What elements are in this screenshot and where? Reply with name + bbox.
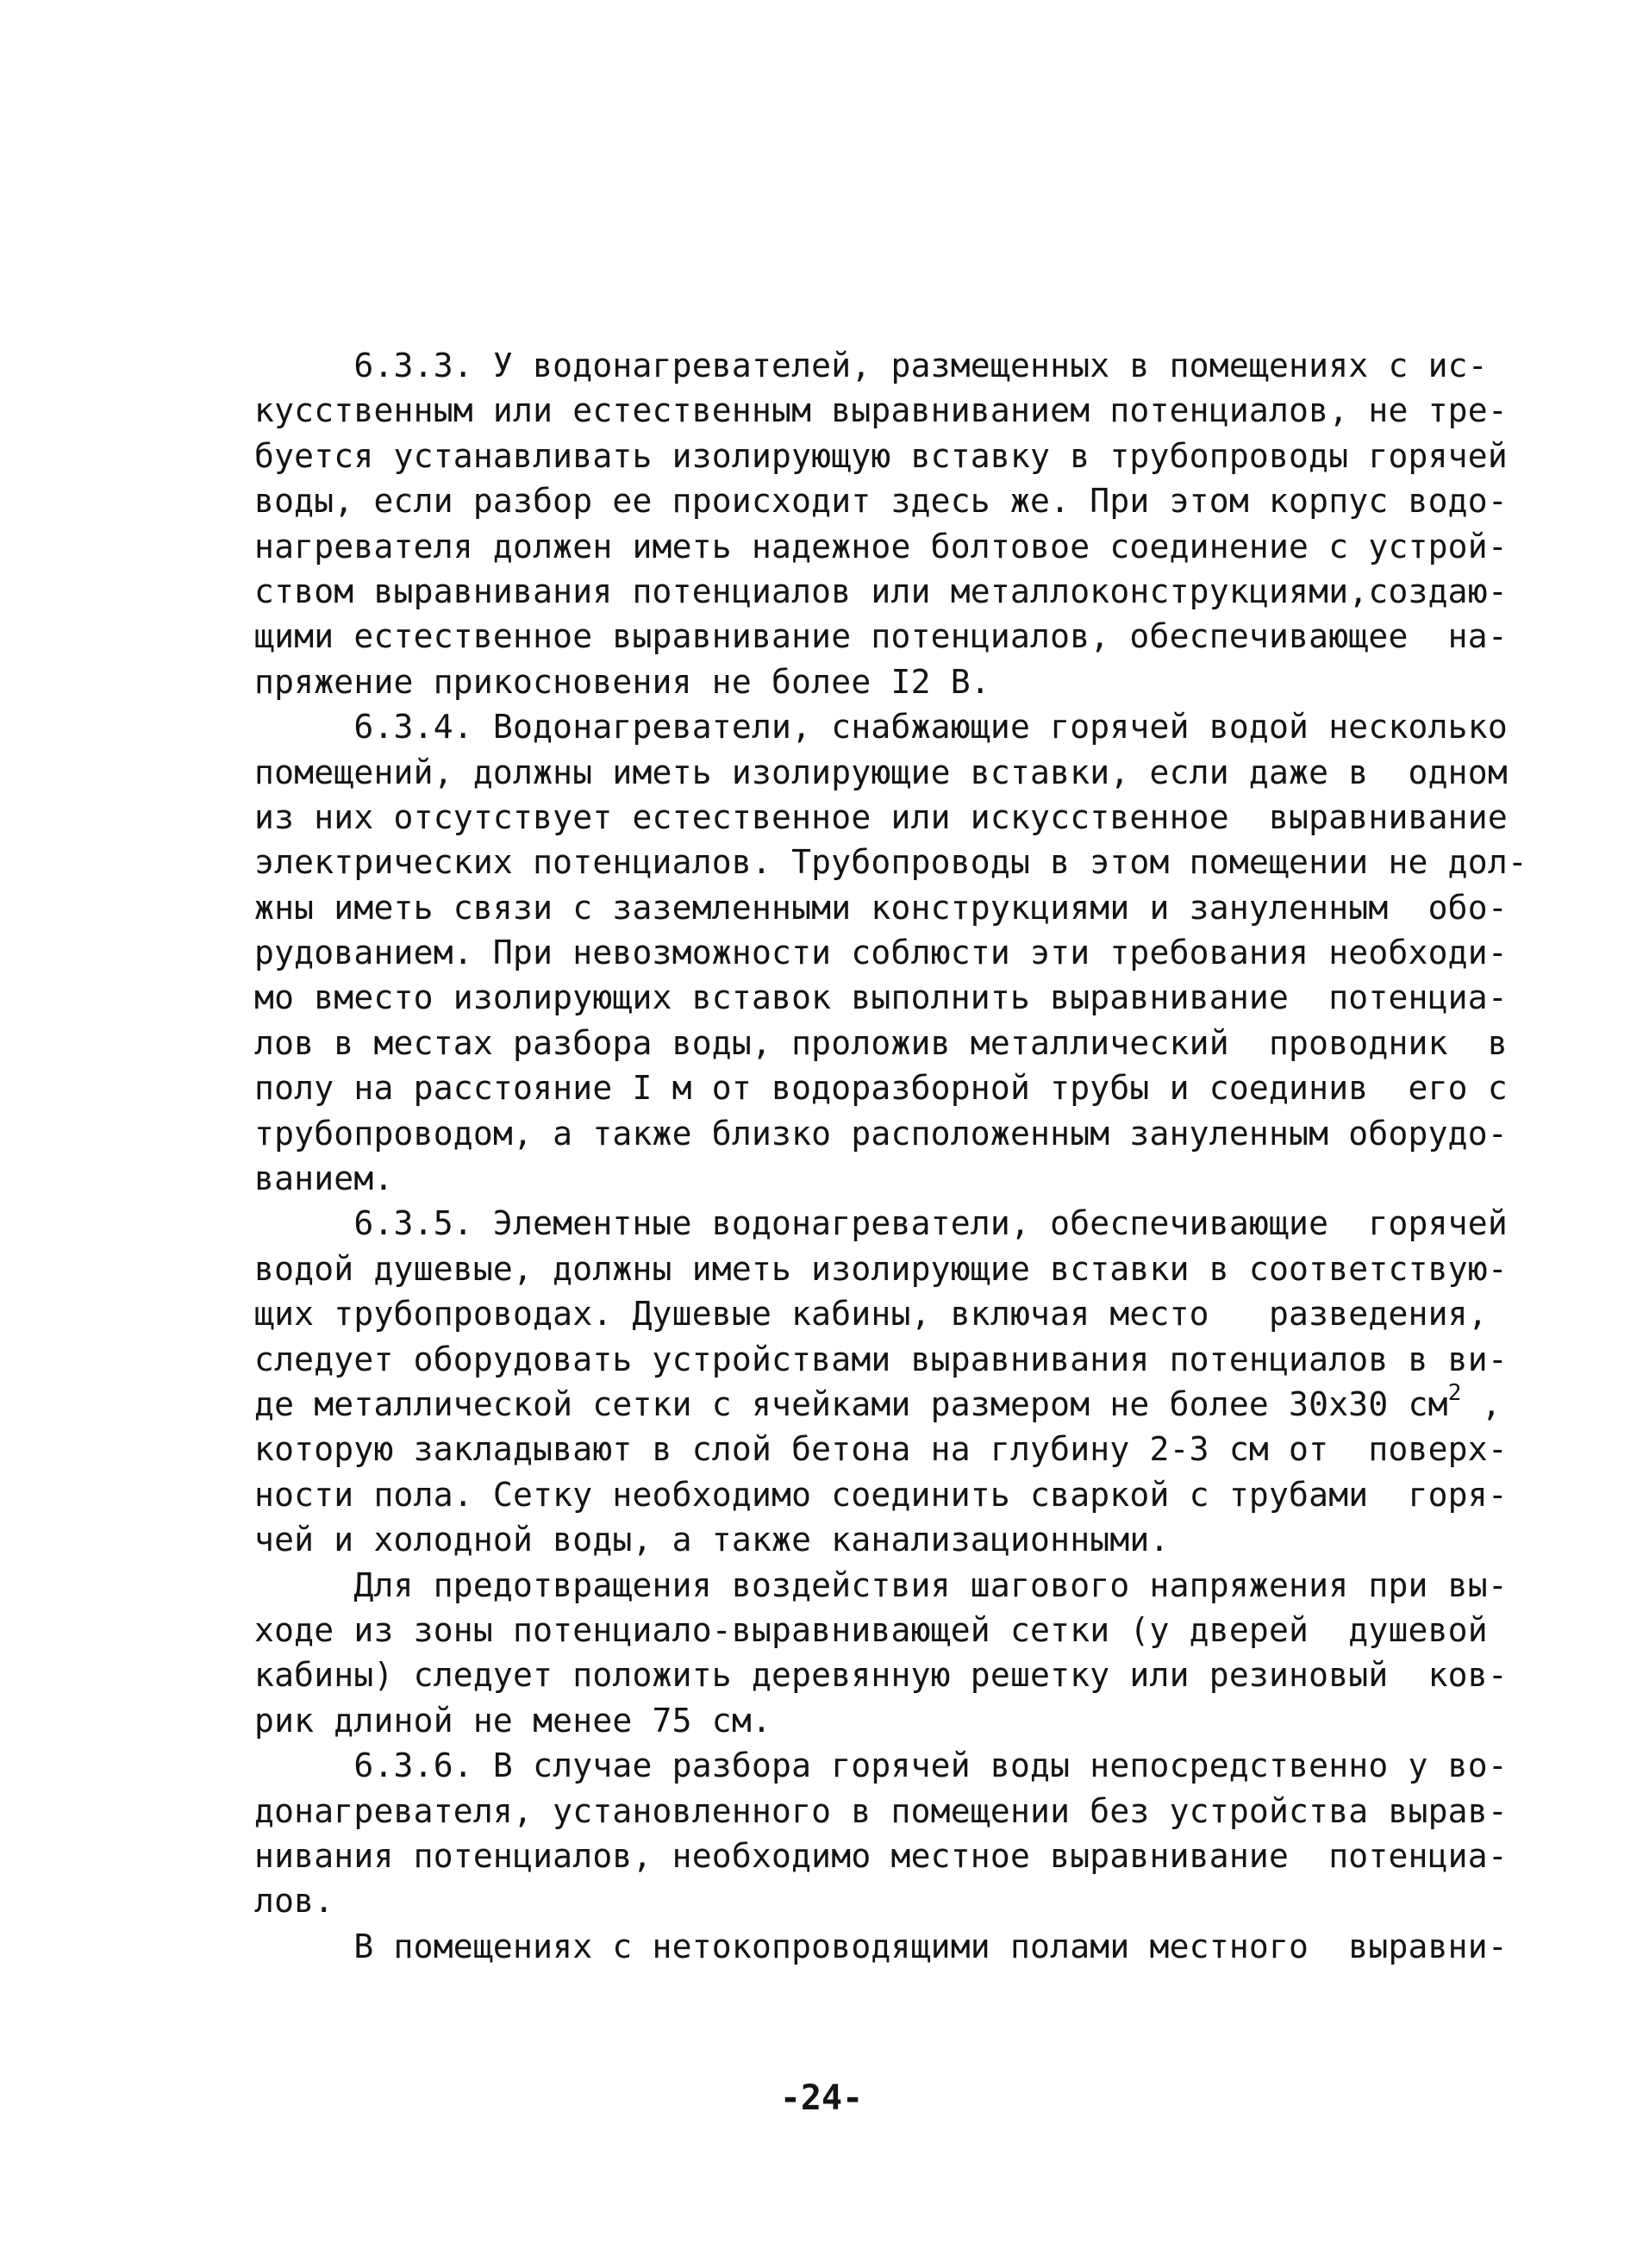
text-line: лов в местах разбора воды, проложив металлический проводник в (254, 1023, 1508, 1062)
text-line: щих трубопроводах. Душевые кабины, включая место разведения, (254, 1295, 1488, 1334)
text-line: следует оборудовать устройствами выравнивания потенциалов в ви- (254, 1340, 1508, 1378)
text-line: электрических потенциалов. Трубопроводы в этом помещении не дол- (254, 843, 1527, 882)
text-line: 6.3.4. Водонагреватели, снабжающие горячей водой несколько (254, 708, 1508, 747)
superscript: 2 (1447, 1379, 1462, 1406)
body-text (254, 343, 1527, 1969)
text-line: жны иметь связи с заземленными конструкциями и зануленным обо- (254, 888, 1508, 927)
text-line: кусственным или естественным выравниванием потенциалов, не тре- (254, 391, 1508, 430)
text-line: водой душевые, должны иметь изолирующие вставки в соответствую- (254, 1249, 1508, 1288)
text-line: 6.3.6. В случае разбора горячей воды непосредственно у во- (254, 1746, 1508, 1785)
text-line: чей и холодной воды, а также канализационными. (254, 1521, 1170, 1559)
text-line: воды, если разбор ее происходит здесь же. При этом корпус водо- (254, 482, 1508, 521)
text-line: ности пола. Сетку необходимо соединить сваркой с трубами горя- (254, 1475, 1508, 1514)
text-line: щими естественное выравнивание потенциалов, обеспечивающее на- (254, 617, 1508, 656)
text-line: 6.3.3. У водонагревателей, размещенных в помещениях с ис- (254, 347, 1488, 384)
page-number: -24- (779, 2078, 864, 2118)
text-line: трубопроводом, а также близко расположенным зануленным оборудо- (254, 1114, 1508, 1153)
text-line: Для предотвращения воздействия шагового напряжения при вы- (254, 1565, 1508, 1604)
text-line-with-superscript (254, 1379, 1502, 1427)
text-line: В помещениях с нетокопроводящими полами местного выравни- (254, 1927, 1508, 1965)
text-line: рудованием. При невозможности соблюсти эти требования необходи- (254, 934, 1508, 972)
text-line: ством выравнивания потенциалов или металлоконструкциями,создаю- (254, 572, 1508, 610)
text-line: лов. (254, 1882, 334, 1921)
text-line: полу на расстояние I м от водоразборной трубы и соединив его с (254, 1069, 1508, 1108)
text-line: донагревателя, установленного в помещении без устройства вырав- (254, 1791, 1508, 1830)
text-line: пряжение прикосновения не более I2 В. (254, 662, 990, 701)
text-line: помещений, должны иметь изолирующие вставки, если даже в одном (254, 753, 1508, 791)
text-line: которую закладывают в слой бетона на глубину 2-3 см от поверх- (254, 1430, 1508, 1469)
text-line: кабины) следует положить деревянную решетку или резиновый ков- (254, 1656, 1508, 1695)
text-line: буется устанавливать изолирующую вставку в трубопроводы горячей (254, 436, 1508, 475)
text-line-main: де металлической сетки с ячейками размером не более 30x30 см (254, 1384, 1448, 1423)
text-line: ванием. (254, 1159, 394, 1198)
text-line: нивания потенциалов, необходимо местное выравнивание потенциа- (254, 1836, 1508, 1875)
text-line: ходе из зоны потенциало-выравнивающей сетки (у дверей душевой (254, 1610, 1488, 1649)
text-line: нагревателя должен иметь надежное болтовое соединение с устрой- (254, 527, 1508, 565)
text-line-tail: , (1461, 1384, 1502, 1423)
text-line: 6.3.5. Элементные водонагреватели, обеспечивающие горячей (254, 1204, 1508, 1243)
text-line: мо вместо изолирующих вставок выполнить выравнивание потенциа- (254, 978, 1508, 1017)
text-line: рик длиной не менее 75 см. (254, 1701, 772, 1740)
text-line: из них отсутствует естественное или искусственное выравнивание (254, 797, 1508, 836)
